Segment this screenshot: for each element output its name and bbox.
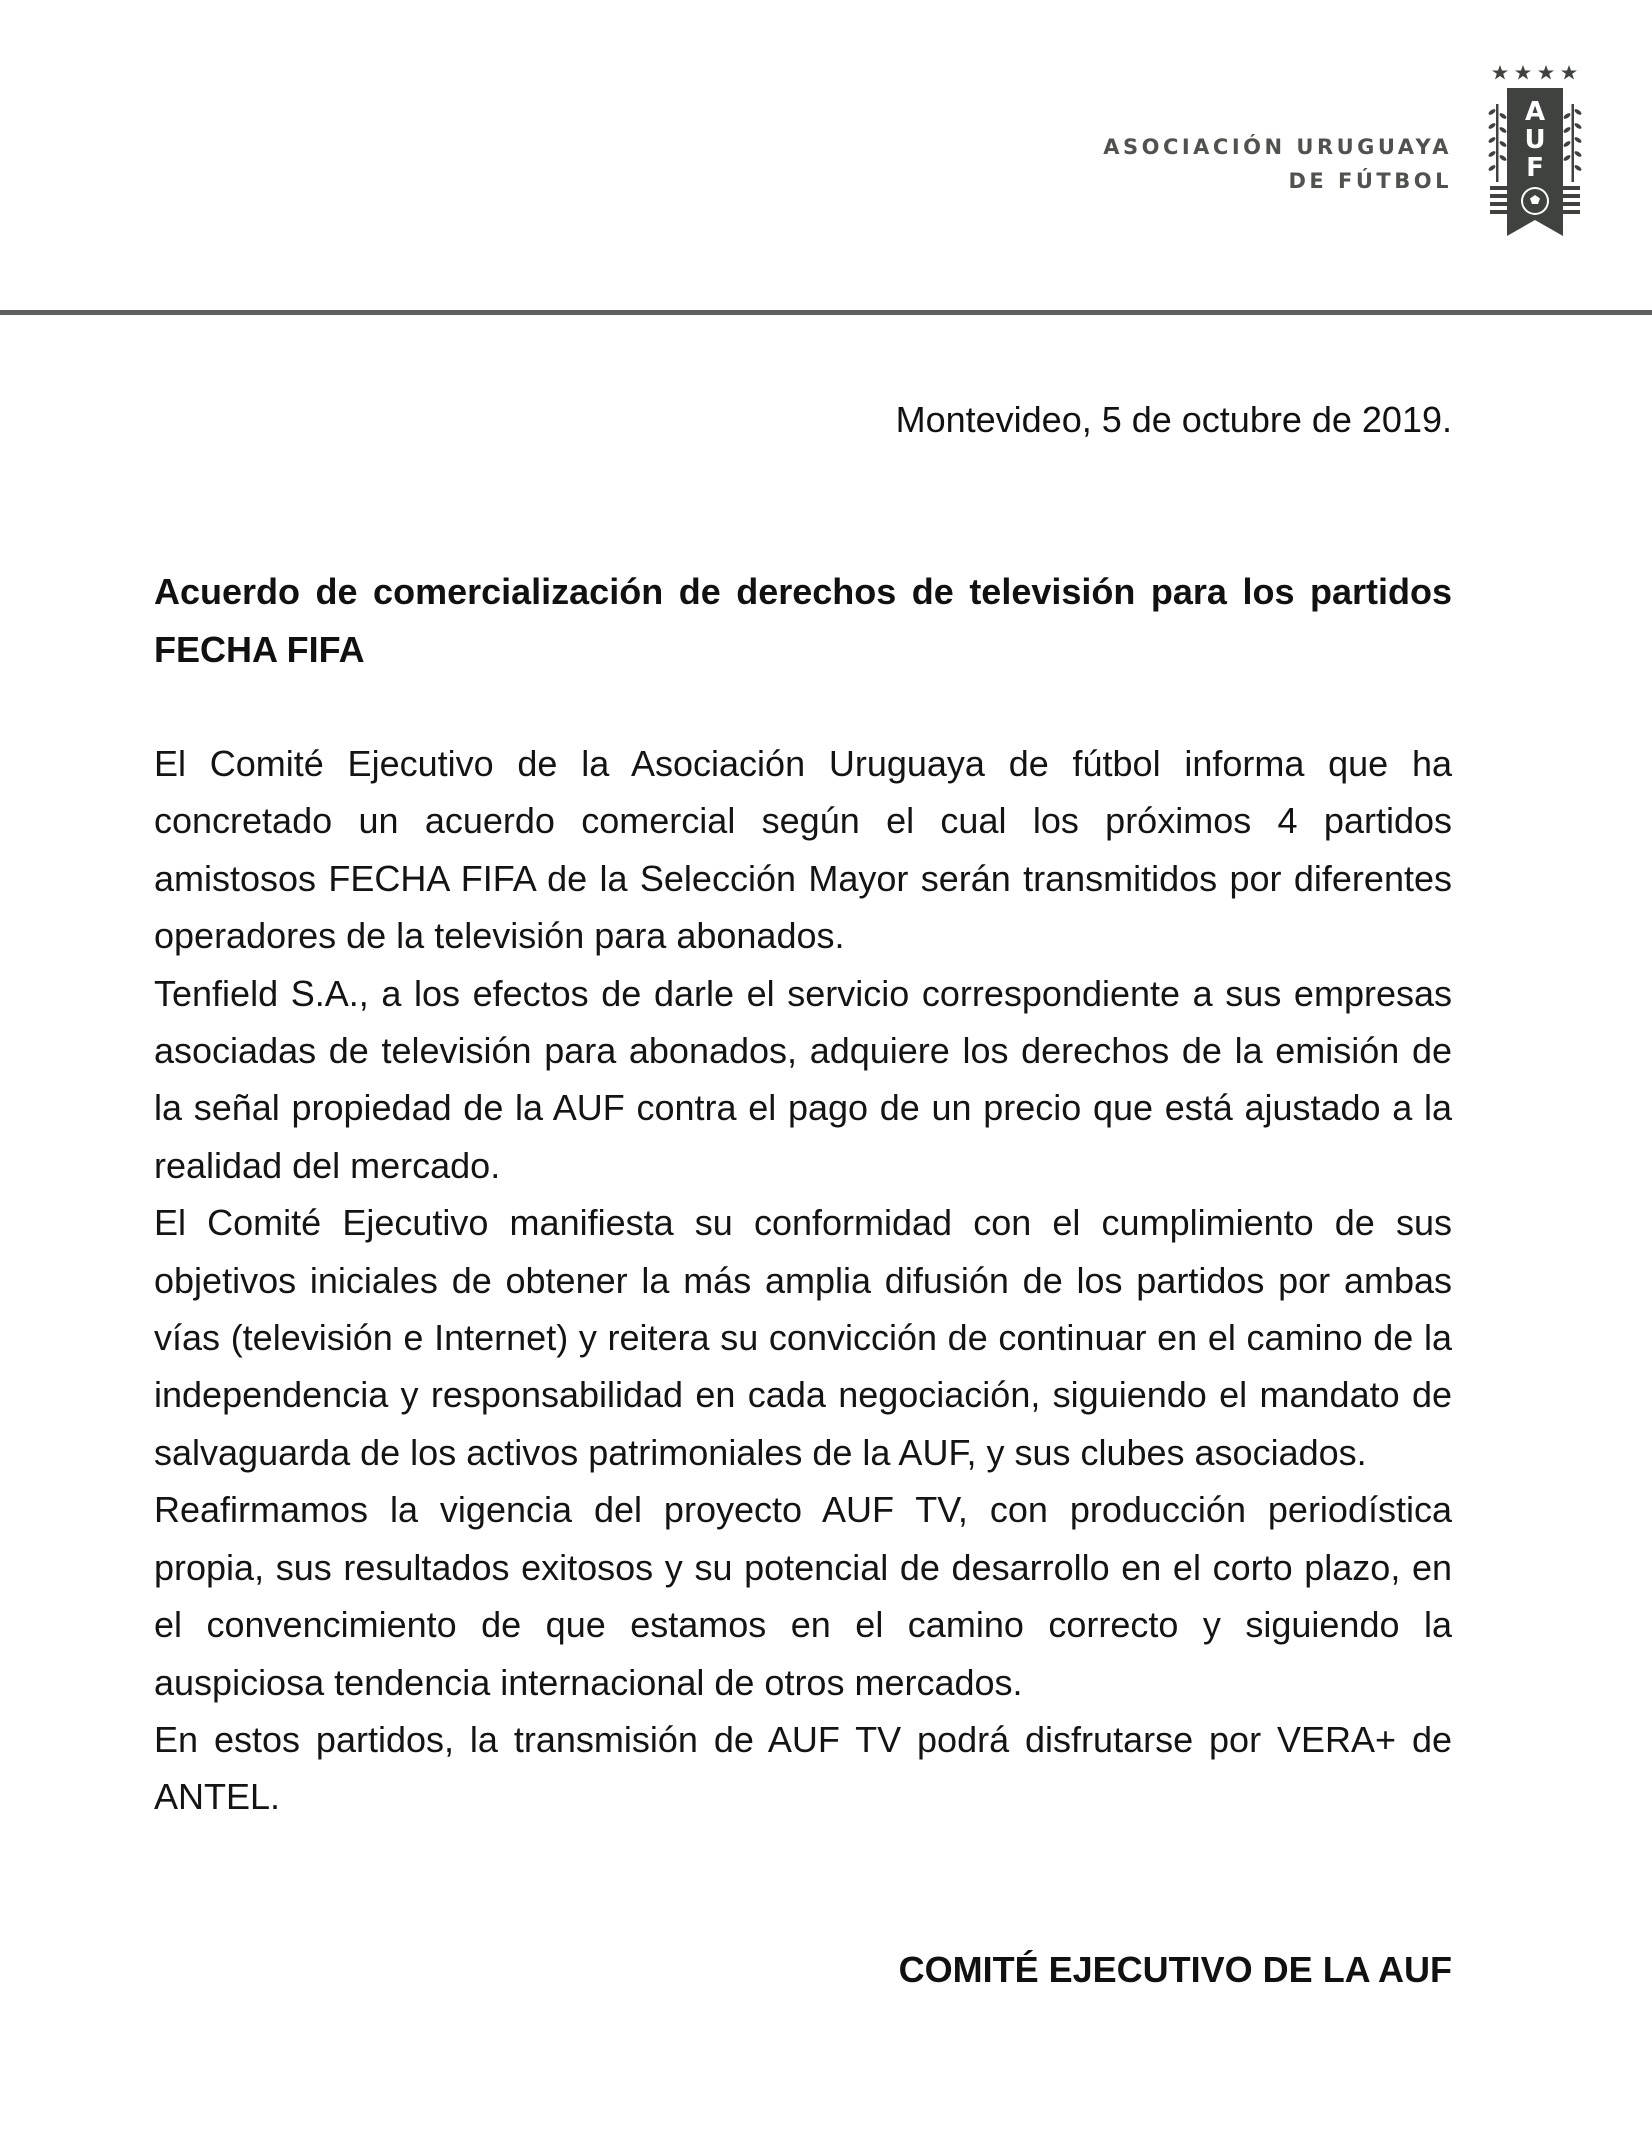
laurel-right-icon xyxy=(1563,104,1582,182)
body-paragraph: El Comité Ejecutivo manifiesta su conformidad con el cumplimiento de sus objetivos iniciales de obtener la más amplia difusión de los partidos por ambas vías (televisión e Internet) y reitera su convicción de continuar en el camino de la independencia y responsabilidad en cada negociación, siguiendo el mandato de salvaguarda de los activos patrimoniales de la AUF, y sus clubes asociados. xyxy=(154,1202,1452,1473)
body-paragraph: Reafirmamos la vigencia del proyecto AUF TV, con producción periodística propia, sus resultados exitosos y su potencial de desarrollo en el corto plazo, en el convencimiento de que estamos en el camino correcto y siguiendo la auspiciosa tendencia internacional de otros mercados. xyxy=(154,1489,1452,1703)
star-icon xyxy=(1492,65,1508,80)
letter-title: Acuerdo de comercialización de derechos de televisión para los partidos FECHA FIFA xyxy=(154,571,1452,670)
body-paragraph: El Comité Ejecutivo de la Asociación Uruguaya de fútbol informa que ha concretado un acuerdo comercial según el cual los próximos 4 partidos amistosos FECHA FIFA de la Selección Mayor serán transmitidos por diferentes operadores de la televisión para abonados. xyxy=(154,743,1452,957)
body-paragraph: Tenfield S.A., a los efectos de darle el servicio correspondiente a sus empresas asociadas de televisión para abonados, adquiere los derechos de la emisión de la señal propiedad de la AUF contra el pago de un precio que está ajustado a la realidad del mercado. xyxy=(154,972,1452,1186)
letter-body xyxy=(154,563,1452,1826)
header-divider xyxy=(0,310,1652,315)
svg-text:F: F xyxy=(1526,153,1544,183)
svg-text:U: U xyxy=(1524,125,1546,155)
organization-name-line-1: ASOCIACIÓN URUGUAYA xyxy=(1103,135,1452,159)
body-paragraph: En estos partidos, la transmisión de AUF TV podrá disfrutarse por VERA+ de ANTEL. xyxy=(154,1718,1452,1818)
laurel-left-icon xyxy=(1488,104,1507,182)
svg-text:A: A xyxy=(1524,97,1546,127)
star-icon xyxy=(1561,65,1577,80)
letter-date: Montevideo, 5 de octubre de 2019. xyxy=(895,399,1452,440)
letterhead xyxy=(0,0,1652,312)
organization-name-line-2: DE FÚTBOL xyxy=(1288,169,1452,193)
auf-crest-logo xyxy=(1488,62,1582,244)
football-icon xyxy=(1521,187,1549,215)
signature: COMITÉ EJECUTIVO DE LA AUF xyxy=(898,1949,1452,1990)
organization-name xyxy=(1103,130,1452,198)
star-icon xyxy=(1538,65,1554,80)
star-icon xyxy=(1515,65,1531,80)
